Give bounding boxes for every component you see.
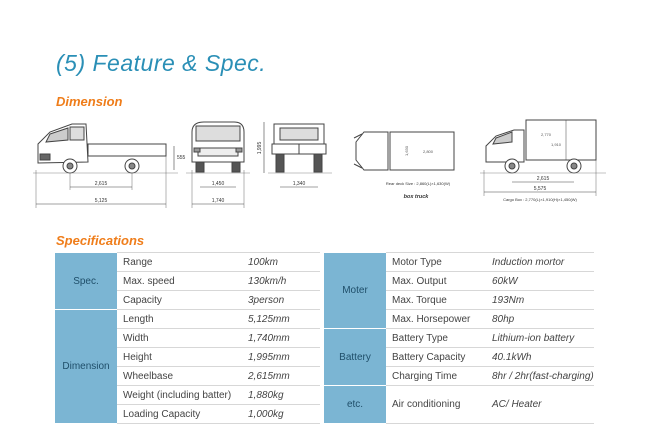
rear-height-label: 1,995 [257,141,263,155]
table-row [55,329,594,348]
front-view-drawing [186,122,250,208]
category-dimension: Dimension [55,310,117,424]
spec-label: Motor Type [386,253,486,272]
rear-tread-label: 1,340 [292,181,306,187]
spec-value: 5,125mm [242,310,320,329]
weight-label-note: (including batter) [156,389,232,401]
spec-label: Battery Type [386,329,486,348]
box-length-label: 5,575 [533,186,547,192]
spec-label: Wheelbase [117,367,242,386]
top-bed-length-label: 2,800 [422,149,434,154]
spec-value: 80hp [486,310,594,329]
side-length-label: 5,125 [94,198,108,204]
spec-label: Max. Torque [386,291,486,310]
spec-value: 3person [242,291,320,310]
spec-label [117,386,242,405]
spec-value: 1,740mm [242,329,320,348]
spec-label: Loading Capacity [117,405,242,424]
spec-label: Battery Capacity [386,348,486,367]
spec-label: Capacity [117,291,242,310]
table-row [55,386,594,405]
spec-label: Width [117,329,242,348]
charging-time-note: (fast-charging) [529,370,594,382]
spec-label: Air conditioning [386,386,486,424]
spec-value: Induction mortor [486,253,594,272]
side-bed-height-label: 555 [177,155,186,161]
dimension-heading: Dimension [56,94,123,109]
category-battery: Battery [324,329,386,386]
dimension-drawings [28,110,628,217]
box-wheelbase-label: 2,615 [536,176,550,182]
box-view-caption: Cargo Box : 2,770(L)×1,910(H)×1,450(W) [503,197,577,202]
charging-time-value: 8hr / 2hr [492,370,530,382]
spec-value: 1,000kg [242,405,320,424]
spec-value: 100km [242,253,320,272]
specifications-heading: Specifications [56,233,145,248]
spec-value: 1,880kg [242,386,320,405]
spec-value: 60kW [486,272,594,291]
box-truck-label: box truck [403,194,429,200]
spec-value: 40.1kWh [486,348,594,367]
weight-label: Weight [123,389,154,401]
specifications-table [55,252,594,424]
spec-label: Range [117,253,242,272]
spec-value: 2,615mm [242,367,320,386]
spec-value: 193Nm [486,291,594,310]
spec-value [486,367,594,386]
spec-label: Length [117,310,242,329]
spec-value: Lithium-ion battery [486,329,594,348]
side-wheelbase-label: 2,615 [94,181,108,187]
spec-label: Max. Output [386,272,486,291]
category-etc: etc. [324,386,386,424]
spec-label: Max. speed [117,272,242,291]
category-spec: Spec. [55,253,117,310]
front-tread-label: 1,450 [211,181,225,187]
spec-label: Height [117,348,242,367]
table-row [55,253,594,272]
top-view-caption: Rear deck Size : 2,860(L)×1,630(W) [385,181,451,186]
side-view-drawing [33,124,178,208]
spec-value: 1,995mm [242,348,320,367]
top-bed-width-label: 1,630 [404,145,409,157]
box-dim-2-label: 1,910 [550,142,562,147]
dimension-drawings-svg [28,110,628,212]
rear-view-drawing [264,122,332,187]
spec-label: Max. Horsepower [386,310,486,329]
front-width-label: 1,740 [211,198,225,204]
page-title: (5) Feature & Spec. [56,50,267,76]
spec-label: Charging Time [386,367,486,386]
box-dim-1-label: 2,770 [540,132,552,137]
category-moter: Moter [324,253,386,329]
spec-value: 130km/h [242,272,320,291]
spec-value: AC/ Heater [486,386,594,424]
